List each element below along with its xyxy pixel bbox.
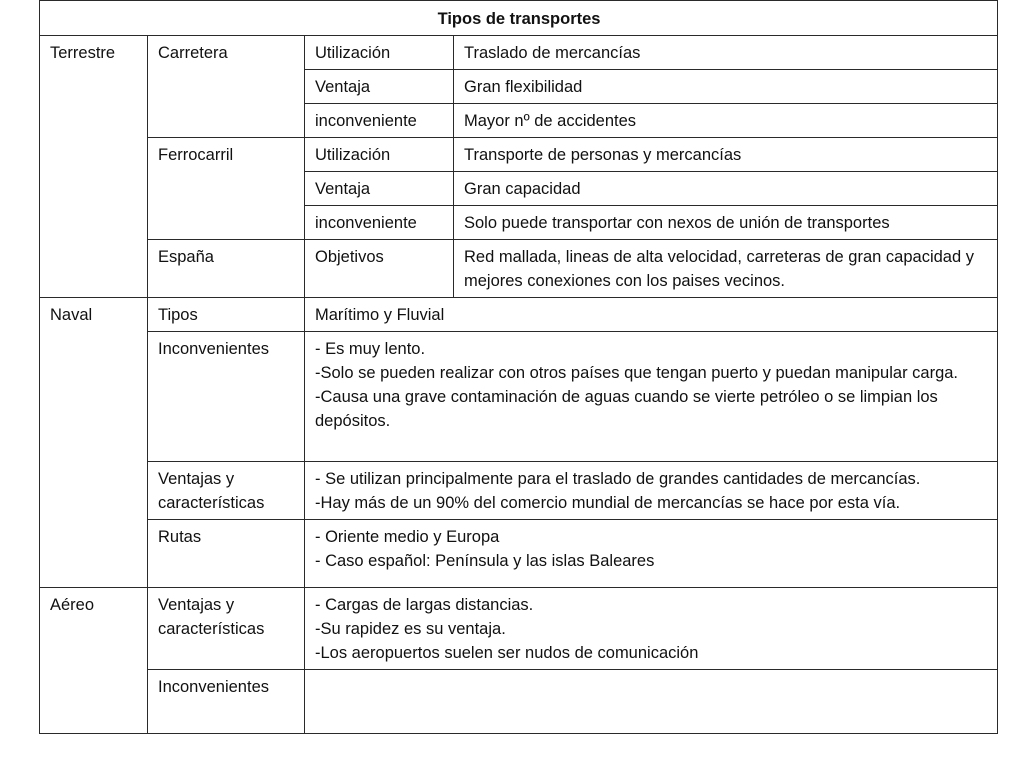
table-row bbox=[40, 332, 998, 462]
row-key: Ventaja bbox=[305, 70, 454, 104]
subcategory-ventajas: Ventajas y características bbox=[148, 462, 305, 520]
table-title: Tipos de transportes bbox=[40, 1, 998, 36]
row-key: Utilización bbox=[305, 138, 454, 172]
row-key: inconveniente bbox=[305, 104, 454, 138]
category-terrestre: Terrestre bbox=[40, 36, 148, 298]
row-value: Traslado de mercancías bbox=[454, 36, 998, 70]
category-naval: Naval bbox=[40, 298, 148, 588]
row-value-empty bbox=[305, 670, 998, 734]
table-row bbox=[40, 670, 998, 734]
table-title-row bbox=[40, 1, 998, 36]
row-value: Gran capacidad bbox=[454, 172, 998, 206]
subcategory-ventajas: Ventajas y características bbox=[148, 588, 305, 670]
row-key: inconveniente bbox=[305, 206, 454, 240]
transport-types-table bbox=[39, 0, 998, 734]
row-value: Transporte de personas y mercancías bbox=[454, 138, 998, 172]
row-key: Utilización bbox=[305, 36, 454, 70]
table-row bbox=[40, 36, 998, 70]
row-key: Ventaja bbox=[305, 172, 454, 206]
subcategory-inconvenientes: Inconvenientes bbox=[148, 670, 305, 734]
table-row bbox=[40, 520, 998, 588]
row-key: Objetivos bbox=[305, 240, 454, 298]
table-row bbox=[40, 138, 998, 172]
subcategory-inconvenientes: Inconvenientes bbox=[148, 332, 305, 462]
row-value: Marítimo y Fluvial bbox=[305, 298, 998, 332]
row-value: - Es muy lento. -Solo se pueden realizar con otros países que tengan puerto y puedan manipular carga. -Causa una grave contaminación de aguas cuando se vierte petróleo o se limpian los depósitos. bbox=[305, 332, 998, 462]
row-value: Red mallada, lineas de alta velocidad, carreteras de gran capacidad y mejores conexiones con los paises vecinos. bbox=[454, 240, 998, 298]
row-value: Mayor nº de accidentes bbox=[454, 104, 998, 138]
row-value: - Oriente medio y Europa - Caso español: Península y las islas Baleares bbox=[305, 520, 998, 588]
subcategory-carretera: Carretera bbox=[148, 36, 305, 138]
table-row bbox=[40, 588, 998, 670]
table-row bbox=[40, 240, 998, 298]
row-value: Solo puede transportar con nexos de unión de transportes bbox=[454, 206, 998, 240]
subcategory-ferrocarril: Ferrocarril bbox=[148, 138, 305, 240]
subcategory-tipos: Tipos bbox=[148, 298, 305, 332]
table-row bbox=[40, 298, 998, 332]
subcategory-rutas: Rutas bbox=[148, 520, 305, 588]
row-value: - Cargas de largas distancias. -Su rapidez es su ventaja. -Los aeropuertos suelen ser nudos de comunicación bbox=[305, 588, 998, 670]
subcategory-espana: España bbox=[148, 240, 305, 298]
row-value: Gran flexibilidad bbox=[454, 70, 998, 104]
category-aereo: Aéreo bbox=[40, 588, 148, 734]
table-row bbox=[40, 462, 998, 520]
row-value: - Se utilizan principalmente para el traslado de grandes cantidades de mercancías. -Hay más de un 90% del comercio mundial de mercancías se hace por esta vía. bbox=[305, 462, 998, 520]
